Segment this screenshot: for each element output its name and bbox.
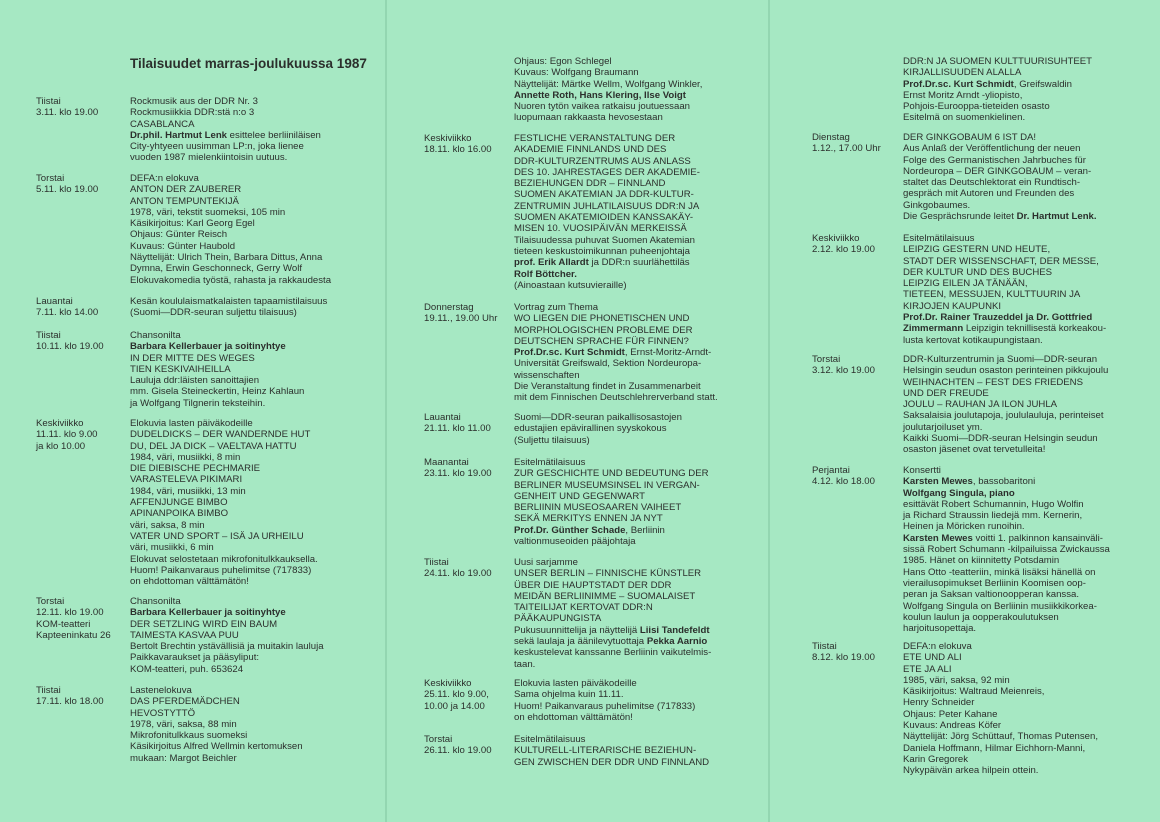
event-line: MEIDÄN BERLIINIMME – SUOMALAISET bbox=[514, 590, 696, 602]
event-line: Kaikki Suomi—DDR-seuran Helsingin seudun bbox=[903, 433, 1098, 445]
event-date: Donnerstag 19.11., 19.00 Uhr bbox=[424, 302, 498, 325]
event-line: 1984, väri, musiikki, 13 min bbox=[130, 485, 246, 497]
event-line: WEIHNACHTEN – FEST DES FRIEDENS bbox=[903, 376, 1083, 388]
event-line: Rolf Böttcher. bbox=[514, 268, 577, 280]
event-line: Kuvaus: Wolfgang Braumann bbox=[514, 67, 639, 79]
event-body bbox=[903, 641, 1098, 777]
event-line: esittävät Robert Schumannin, Hugo Wolfin bbox=[903, 498, 1084, 510]
event-date: Perjantai 4.12. klo 18.00 bbox=[812, 465, 875, 488]
event-line: DEFA:n elokuva bbox=[130, 173, 199, 184]
event-line: AFFENJUNGE BIMBO bbox=[130, 497, 228, 509]
event-line: Universität Greifswald, Sektion Nordeuropa- bbox=[514, 358, 702, 370]
event-line: Ohjaus: Günter Reisch bbox=[130, 229, 228, 241]
event-line: Pohjois-Eurooppa-tieteiden osasto bbox=[903, 101, 1050, 113]
event-line: ANTON DER ZAUBERER bbox=[130, 184, 242, 196]
event-date: Torstai 26.11. klo 19.00 bbox=[424, 734, 492, 757]
event-line: (Suomi—DDR-seuran suljettu tilaisuus) bbox=[130, 307, 297, 319]
event-line: TIEN KESKIVAIHEILLA bbox=[130, 363, 231, 375]
event-line: joulutarjoiluset ym. bbox=[903, 421, 983, 433]
event-line: ZENTRUMIN JUHLATILAISUUS DDR:N JA bbox=[514, 200, 700, 212]
event-line: peran ja Saksan valtionoopperan kanssa. bbox=[903, 589, 1080, 601]
event-line: PÄÄKAUPUNGISTA bbox=[514, 613, 602, 625]
event-line: DER GINKGOBAUM 6 IST DA! bbox=[903, 132, 1037, 143]
event-line: (Suljettu tilaisuus) bbox=[514, 434, 590, 446]
event-line: SUOMEN AKATEMIAN JA DDR-KULTUR- bbox=[514, 189, 694, 201]
event-body bbox=[514, 302, 718, 404]
event-line: Elokuvia lasten päiväkodeille bbox=[514, 678, 637, 689]
event-line: Huom! Paikanvaraus puhelimitse (717833) bbox=[514, 700, 696, 712]
event-date: Lauantai 7.11. klo 14.00 bbox=[36, 296, 99, 319]
event-line: Dymna, Erwin Geschonneck, Gerry Wolf bbox=[130, 263, 303, 275]
event-line: Zimmermann Leipzigin teknillisestä korkeakou- bbox=[903, 323, 1107, 335]
event-line: Kesän koululaismatkalaisten tapaamistilaisuus bbox=[130, 296, 328, 307]
event-line: JOULU – RAUHAN JA ILON JUHLA bbox=[903, 399, 1058, 411]
event-body bbox=[514, 412, 682, 446]
event-line: on ehdottoman välttämätön! bbox=[130, 576, 249, 588]
event-line: Konsertti bbox=[903, 465, 941, 476]
event-line: Kuvaus: Andreas Köfer bbox=[903, 720, 1002, 732]
event-date: Lauantai 21.11. klo 11.00 bbox=[424, 412, 491, 435]
event-line: ANTON TEMPUNTEKIJÄ bbox=[130, 195, 239, 207]
event-line: ZUR GESCHICHTE UND BEDEUTUNG DER bbox=[514, 468, 709, 480]
event-line: Karsten Mewes voitti 1. palkinnon kansainväli- bbox=[903, 532, 1103, 544]
event-line: Prof.Dr.sc. Kurt Schmidt, Ernst-Moritz-Arndt- bbox=[514, 347, 712, 359]
event-line: 1978, väri, tekstit suomeksi, 105 min bbox=[130, 206, 286, 218]
event-line: keskustelevat kanssanne Berliinin vaikutelmis- bbox=[514, 647, 712, 659]
event-line: DDR-Kulturzentrumin ja Suomi—DDR-seuran bbox=[903, 354, 1098, 365]
event-line: Bertolt Brechtin ystävällisiä ja muitakin lauluja bbox=[130, 641, 324, 653]
event-line: osaston jäsenet ovat tervetulleita! bbox=[903, 444, 1046, 456]
event-line: Chansonilta bbox=[130, 596, 181, 607]
event-line: Annette Roth, Hans Klering, Ilse Voigt bbox=[514, 89, 686, 101]
event-line: mit dem Finnischen Deutschlehrerverband statt. bbox=[514, 392, 718, 404]
event-line: Ginkgobaumes. bbox=[903, 199, 971, 211]
event-line: APINANPOIKA BIMBO bbox=[130, 508, 229, 520]
event-line: Uusi sarjamme bbox=[514, 557, 578, 568]
event-line: Hans Otto -teatteriin, minkä lisäksi hänellä on bbox=[903, 566, 1096, 578]
event-line: Daniela Hoffmann, Hilmar Eichhorn-Manni, bbox=[903, 742, 1086, 754]
event-line: AKADEMIE FINNLANDS UND DES bbox=[514, 144, 667, 156]
event-line: Suomi—DDR-seuran paikallisosastojen bbox=[514, 412, 682, 423]
event-line: Esitelmätilaisuus bbox=[514, 734, 586, 745]
event-line: staltet das Deutschlektorat ein Rundtisch- bbox=[903, 177, 1081, 189]
event-body bbox=[903, 465, 1110, 634]
event-line: UND DER FREUDE bbox=[903, 387, 989, 399]
event-line: Ohjaus: Peter Kahane bbox=[903, 708, 998, 720]
event-line: Chansonilta bbox=[130, 330, 181, 341]
event-date: Tiistai 17.11. klo 18.00 bbox=[36, 685, 104, 708]
event-line: ETE JA ALI bbox=[903, 663, 952, 675]
event-line: Elokuvia lasten päiväkodeille bbox=[130, 418, 253, 429]
event-line: harjoitusopettaja. bbox=[903, 623, 977, 635]
event-line: 1978, väri, saksa, 88 min bbox=[130, 718, 237, 730]
event-line: KIRJALLISUUDEN ALALLA bbox=[903, 67, 1022, 79]
event-line: Nordeuropa – DER GINKGOBAUM – veran- bbox=[903, 165, 1092, 177]
event-line: mm. Gisela Steineckertin, Heinz Kahlaun bbox=[130, 386, 305, 398]
event-date: Tiistai 3.11. klo 19.00 bbox=[36, 96, 99, 119]
fold-line-right bbox=[768, 0, 770, 822]
event-line: edustajien epävirallinen syyskokous bbox=[514, 423, 667, 435]
event-line: KIRJOJEN KAUPUNKI bbox=[903, 300, 1002, 312]
event-line: väri, saksa, 8 min bbox=[130, 519, 205, 531]
event-line: DER SETZLING WIRD EIN BAUM bbox=[130, 618, 278, 630]
event-line: Karsten Mewes, bassobaritoni bbox=[903, 476, 1036, 488]
event-line: 1985. Hänet on kiinnitetty Potsdamin bbox=[903, 555, 1060, 567]
event-line: Näyttelijät: Jörg Schüttauf, Thomas Putensen, bbox=[903, 731, 1098, 743]
event-line: prof. Erik Allardt ja DDR:n suurlähettiläs bbox=[514, 257, 690, 269]
event-body bbox=[514, 457, 709, 547]
event-line: DDR-KULTURZENTRUMS AUS ANLASS bbox=[514, 155, 691, 167]
event-line: Die Gesprächsrunde leitet Dr. Hartmut Lenk. bbox=[903, 211, 1097, 223]
event-line: BEZIEHUNGEN DDR – FINNLAND bbox=[514, 178, 666, 190]
event-line: DUDELDICKS – DER WANDERNDE HUT bbox=[130, 429, 311, 441]
event-line: Folge des Germanistischen Jahrbuches für bbox=[903, 154, 1086, 166]
event-line: Näyttelijät: Ulrich Thein, Barbara Dittus, Anna bbox=[130, 252, 323, 264]
event-line: Wolfgang Singula, piano bbox=[903, 487, 1015, 499]
event-body bbox=[130, 596, 324, 675]
event-line: Aus Anlaß der Veröffentlichung der neuen bbox=[903, 143, 1081, 155]
event-line: Prof.Dr. Rainer Trauzeddel ja Dr. Gottfried bbox=[903, 312, 1093, 324]
event-line: Prof.Dr.sc. Kurt Schmidt, Greifswaldin bbox=[903, 78, 1073, 90]
event-line: vierailusopimukset Berliinin Koomisen oop- bbox=[903, 577, 1086, 589]
event-line: wissenschaften bbox=[514, 369, 580, 381]
event-line: Käsikirjoitus Alfred Wellmin kertomuksen bbox=[130, 741, 303, 753]
event-line: Nykypäivän arkea hilpein ottein. bbox=[903, 765, 1039, 777]
page-title: Tilaisuudet marras-joulukuussa 1987 bbox=[130, 56, 367, 71]
event-line: DER KULTUR UND DES BUCHES bbox=[903, 266, 1053, 278]
event-line: DEUTSCHEN SPRACHE FÜR FINNEN? bbox=[514, 335, 689, 347]
event-line: IN DER MITTE DES WEGES bbox=[130, 352, 255, 364]
event-line: Esitelmä on suomenkielinen. bbox=[903, 112, 1026, 124]
event-date: Keskiviikko 11.11. klo 9.00 ja klo 10.00 bbox=[36, 418, 98, 452]
event-line: valtionmuseoiden pääjohtaja bbox=[514, 536, 636, 548]
event-line: tieteen keskustoimikunnan puheenjohtaja bbox=[514, 245, 691, 257]
event-line: Lauluja ddr:läisten sanoittajien bbox=[130, 375, 260, 387]
event-line: koulun laulun ja oopperakoulutuksen bbox=[903, 611, 1059, 623]
event-line: LEIPZIG GESTERN UND HEUTE, bbox=[903, 244, 1051, 256]
event-line: GENHEIT UND GEGENWART bbox=[514, 490, 645, 502]
event-date: Tiistai 24.11. klo 19.00 bbox=[424, 557, 492, 580]
event-line: TAITEILIJAT KERTOVAT DDR:N bbox=[514, 602, 653, 614]
event-line: on ehdottoman välttämätön! bbox=[514, 711, 633, 723]
event-date: Tiistai 10.11. klo 19.00 bbox=[36, 330, 104, 353]
event-line: DDR:N JA SUOMEN KULTTUURISUHTEET bbox=[903, 56, 1093, 67]
event-body bbox=[130, 330, 304, 409]
event-body bbox=[130, 418, 318, 587]
event-line: Helsingin seudun osaston perinteinen pikkujoulu bbox=[903, 365, 1109, 377]
event-line: MORPHOLOGISCHEN PROBLEME DER bbox=[514, 324, 693, 336]
event-body bbox=[514, 678, 695, 723]
event-line: Karin Gregorek bbox=[903, 753, 969, 765]
event-line: Käsikirjoitus: Waltraud Meienreis, bbox=[903, 686, 1045, 698]
event-line: Barbara Kellerbauer ja soitinyhtye bbox=[130, 607, 286, 619]
event-line: 1984, väri, musiikki, 8 min bbox=[130, 451, 241, 463]
event-line: Tilaisuudessa puhuvat Suomen Akatemian bbox=[514, 234, 695, 246]
event-line: lusta kertovat kotikaupungistaan. bbox=[903, 334, 1043, 346]
event-line: VATER UND SPORT – ISÄ JA URHEILU bbox=[130, 530, 304, 542]
event-line: UNSER BERLIN – FINNISCHE KÜNSTLER bbox=[514, 568, 702, 580]
event-date: Keskiviikko 2.12. klo 19.00 bbox=[812, 233, 875, 256]
event-line: sekä laulaja ja äänilevytuottaja Pekka Aarnio bbox=[514, 636, 708, 648]
event-line: Paikkavaraukset ja pääsyliput: bbox=[130, 652, 260, 664]
event-line: ja Wolfgang Tilgnerin teksteihin. bbox=[130, 397, 266, 409]
event-line: MISEN 10. VUOSIPÄIVÄN MERKEISSÄ bbox=[514, 223, 687, 235]
event-body bbox=[514, 56, 702, 124]
event-line: Saksalaisia joulutapoja, joululauluja, perinteiset bbox=[903, 410, 1104, 422]
event-line: Esitelmätilaisuus bbox=[903, 233, 975, 244]
event-line: DEFA:n elokuva bbox=[903, 641, 972, 652]
event-line: Käsikirjoitus: Karl Georg Egel bbox=[130, 218, 255, 230]
event-body bbox=[514, 734, 709, 768]
event-line: Ernst Moritz Arndt -yliopisto, bbox=[903, 89, 1023, 101]
event-line: DAS PFERDEMÄDCHEN bbox=[130, 696, 240, 708]
event-body bbox=[130, 296, 327, 319]
event-line: ÜBER DIE HAUPTSTADT DER DDR bbox=[514, 579, 672, 591]
event-body bbox=[130, 173, 331, 286]
event-line: luopumaan rakkaasta hevosestaan bbox=[514, 112, 663, 124]
event-line: Ohjaus: Egon Schlegel bbox=[514, 56, 612, 67]
event-line: Rockmusiikkia DDR:stä n:o 3 bbox=[130, 107, 255, 119]
event-line: BERLIININ MUSEOSAAREN VAIHEET bbox=[514, 502, 682, 514]
event-date: Keskiviikko 25.11. klo 9.00, 10.00 ja 14.00 bbox=[424, 678, 489, 712]
event-line: DU, DEL JA DICK – VAELTAVA HATTU bbox=[130, 440, 297, 452]
event-line: väri, musiikki, 6 min bbox=[130, 542, 214, 554]
event-date: Torstai 5.11. klo 19.00 bbox=[36, 173, 99, 196]
event-line: Pukusuunnittelija ja näyttelijä Liisi Tandefeldt bbox=[514, 624, 710, 636]
event-line: Vortrag zum Thema bbox=[514, 302, 599, 313]
event-line: STADT DER WISSENSCHAFT, DER MESSE, bbox=[903, 255, 1099, 267]
event-body bbox=[903, 132, 1097, 222]
event-line: FESTLICHE VERANSTALTUNG DER bbox=[514, 133, 676, 144]
event-line: Heinen ja Möricken runoihin. bbox=[903, 521, 1025, 533]
event-line: Henry Schneider bbox=[903, 697, 975, 709]
event-line: Wolfgang Singula on Berliinin musiikkikorkea- bbox=[903, 600, 1097, 612]
event-date: Dienstag 1.12., 17.00 Uhr bbox=[812, 132, 881, 155]
event-line: Barbara Kellerbauer ja soitinyhtye bbox=[130, 341, 286, 353]
event-body bbox=[514, 133, 700, 291]
event-line: ja Richard Straussin liedejä mm. Kernerin, bbox=[903, 510, 1083, 522]
event-line: DIE DIEBISCHE PECHMARIE bbox=[130, 463, 261, 475]
event-line: SEKÄ MERKITYS ENNEN JA NYT bbox=[514, 513, 663, 525]
event-line: Prof.Dr. Günther Schade, Berliinin bbox=[514, 524, 665, 536]
event-line: BERLINER MUSEUMSINSEL IN VERGAN- bbox=[514, 479, 700, 491]
event-line: Sama ohjelma kuin 11.11. bbox=[514, 689, 624, 701]
event-line: taan. bbox=[514, 658, 536, 670]
event-date: Maanantai 23.11. klo 19.00 bbox=[424, 457, 492, 480]
event-line: sissä Robert Schumann -kilpailuissa Zwickaussa bbox=[903, 544, 1110, 556]
event-line: Elokuvat selostetaan mikrofonitulkkauksella. bbox=[130, 553, 318, 565]
event-body bbox=[903, 233, 1106, 346]
event-line: DES 10. JAHRESTAGES DER AKADEMIE- bbox=[514, 166, 700, 178]
event-line: Nuoren tytön vaikea ratkaisu joutuessaan bbox=[514, 101, 690, 113]
event-body bbox=[903, 354, 1108, 456]
event-line: KOM-teatteri, puh. 653624 bbox=[130, 663, 244, 675]
event-line: Die Veranstaltung findet in Zusammenarbeit bbox=[514, 381, 701, 393]
event-line: gespräch mit Autoren und Freunden des bbox=[903, 188, 1075, 200]
event-body bbox=[130, 96, 321, 164]
event-date: Tiistai 8.12. klo 19.00 bbox=[812, 641, 875, 664]
event-line: CASABLANCA bbox=[130, 118, 195, 130]
event-line: Kuvaus: Günter Haubold bbox=[130, 240, 236, 252]
event-line: TAIMESTA KASVAA PUU bbox=[130, 629, 239, 641]
event-line: GEN ZWISCHEN DER DDR UND FINNLAND bbox=[514, 756, 710, 768]
event-line: Huom! Paikanvaraus puhelimitse (717833) bbox=[130, 564, 312, 576]
event-body bbox=[130, 685, 303, 764]
event-line: vuoden 1987 mielenkiintoisin uutuus. bbox=[130, 152, 288, 164]
event-line: 1985, väri, saksa, 92 min bbox=[903, 674, 1010, 686]
event-date: Keskiviikko 18.11. klo 16.00 bbox=[424, 133, 492, 156]
event-line: KULTURELL-LITERARISCHE BEZIEHUN- bbox=[514, 745, 697, 757]
event-line: (Ainoastaan kutsuvieraille) bbox=[514, 279, 627, 291]
event-line: Dr.phil. Hartmut Lenk esittelee berliiniläisen bbox=[130, 129, 321, 141]
event-line: TIETEEN, MESSUJEN, KULTTUURIN JA bbox=[903, 289, 1081, 301]
event-date: Torstai 12.11. klo 19.00 KOM-teatteri Kapteeninkatu 26 bbox=[36, 596, 111, 641]
event-line: Elokuvakomedia työstä, rahasta ja rakkaudesta bbox=[130, 274, 332, 286]
event-body bbox=[514, 557, 711, 670]
event-line: Esitelmätilaisuus bbox=[514, 457, 586, 468]
event-line: VARASTELEVA PIKIMARI bbox=[130, 474, 243, 486]
event-line: ETE UND ALI bbox=[903, 652, 962, 664]
event-date: Torstai 3.12. klo 19.00 bbox=[812, 354, 875, 377]
event-line: Lastenelokuva bbox=[130, 685, 192, 696]
event-line: WO LIEGEN DIE PHONETISCHEN UND bbox=[514, 313, 690, 325]
event-line: LEIPZIG EILEN JA TÄNÄÄN, bbox=[903, 278, 1028, 290]
fold-line-left bbox=[385, 0, 387, 822]
event-line: Näyttelijät: Märtke Wellm, Wolfgang Winkler, bbox=[514, 78, 703, 90]
event-body bbox=[903, 56, 1092, 124]
event-line: HEVOSTYTTÖ bbox=[130, 707, 196, 719]
event-line: Rockmusik aus der DDR Nr. 3 bbox=[130, 96, 258, 107]
event-line: SUOMEN AKATEMIOIDEN KANSSAKÄY- bbox=[514, 212, 694, 224]
event-line: City-yhtyeen uusimman LP:n, joka lienee bbox=[130, 141, 304, 153]
event-line: Mikrofonitulkkaus suomeksi bbox=[130, 730, 248, 742]
event-line: mukaan: Margot Beichler bbox=[130, 752, 237, 764]
